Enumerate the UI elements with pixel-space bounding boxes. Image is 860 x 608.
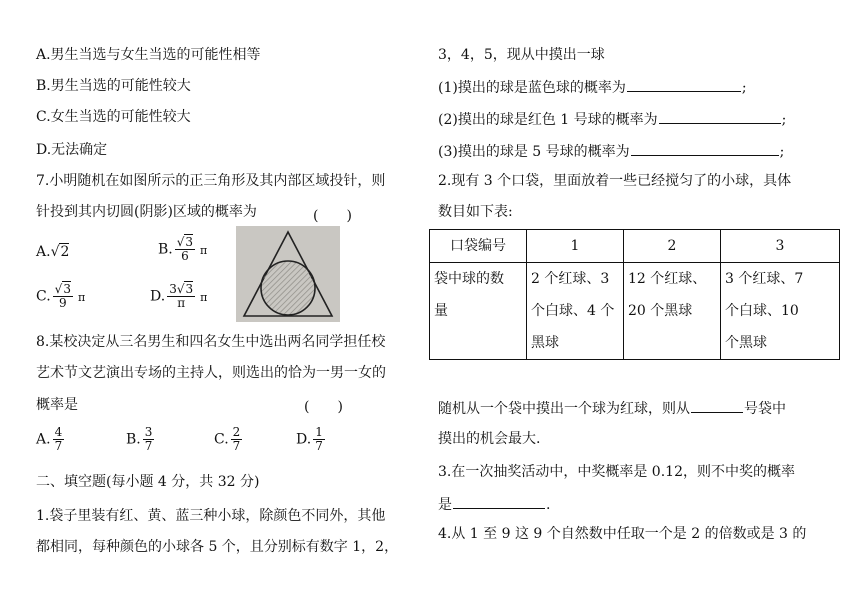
section-2-heading: 二、填空题(每小题 4 分，共 32 分) — [36, 474, 260, 490]
q8-answer-paren: ( ) — [304, 399, 343, 415]
fill3-text-line2: 是 . — [438, 494, 550, 514]
q8-text-line3: 概率是 — [36, 397, 78, 413]
q7-answer-paren: ( ) — [313, 208, 352, 224]
table-header-cell: 2 — [624, 230, 721, 263]
answer-blank[interactable] — [691, 398, 743, 413]
q8-text-line2: 艺术节文艺演出专场的主持人，则选出的恰为一男一女的 — [36, 365, 386, 381]
table-row-label: 袋中球的数 量 — [430, 263, 527, 360]
fill2-text-line4: 摸出的机会最大. — [438, 431, 541, 447]
incircle-shaded — [261, 261, 315, 315]
fill3-text-line1: 3.在一次抽奖活动中，中奖概率是 0.12，则不中奖的概率 — [438, 464, 795, 480]
answer-blank[interactable] — [453, 494, 545, 509]
table-header-cell: 1 — [527, 230, 624, 263]
q7-text-line1: 7.小明随机在如图所示的正三角形及其内部区域投针，则 — [36, 173, 386, 189]
q7-figure — [236, 226, 340, 322]
fill2-text-line1: 2.现有 3 个口袋，里面放着一些已经搅匀了的小球，具体 — [438, 173, 792, 189]
q6-option-a: A.男生当选与女生当选的可能性相等 — [36, 47, 261, 63]
fill2-text-line3: 随机从一个袋中摸出一个球为红球，则从 号袋中 — [438, 398, 786, 418]
table-header-cell: 口袋编号 — [430, 230, 527, 263]
fill1-part2: (2)摸出的球是红色 1 号球的概率为 ; — [438, 109, 786, 129]
fill2-text-line2: 数目如下表: — [438, 204, 513, 220]
q8-option-b: B. $\frac{3}{7}$ — [126, 425, 153, 453]
q7-option-c: C. $\frac{√3}{9}$ π — [36, 282, 86, 310]
fill1-text-line3: 3，4，5，现从中摸出一球 — [438, 47, 605, 63]
fill1-part3: (3)摸出的球是 5 号球的概率为 ; — [438, 141, 784, 161]
bag-contents-table — [429, 229, 840, 360]
q6-option-b: B.男生当选的可能性较大 — [36, 78, 191, 94]
triangle-incircle-diagram — [236, 226, 340, 322]
q8-option-d: D. $\frac{1}{7}$ — [296, 425, 323, 453]
table-cell-bag2: 12 个红球、 20 个黑球 — [624, 263, 721, 360]
table-cell-bag1: 2 个红球、3 个白球、4 个 黑球 — [527, 263, 624, 360]
table-header-row — [430, 230, 840, 263]
q7-text-line2: 针投到其内切圆(阴影)区域的概率为 — [36, 204, 257, 220]
q6-option-c: C.女生当选的可能性较大 — [36, 109, 191, 125]
fill4-text-line1: 4.从 1 至 9 这 9 个自然数中任取一个是 2 的倍数或是 3 的 — [438, 526, 807, 542]
q6-option-d: D.无法确定 — [36, 142, 108, 158]
table-header-cell: 3 — [721, 230, 840, 263]
table-cell-bag3: 3 个红球、7 个白球、10 个黑球 — [721, 263, 840, 360]
q7-option-d: D. $\frac{3√3}{\pi}$ π — [150, 282, 208, 310]
q7-option-a: A.√2 — [36, 244, 70, 260]
answer-blank[interactable] — [627, 77, 741, 92]
q8-option-c: C. $\frac{2}{7}$ — [214, 425, 241, 453]
fill1-text-line1: 1.袋子里装有红、黄、蓝三种小球，除颜色不同外，其他 — [36, 508, 386, 524]
fill1-part1: (1)摸出的球是蓝色球的概率为 ; — [438, 77, 747, 97]
answer-blank[interactable] — [631, 141, 779, 156]
q8-option-a: A. $\frac{4}{7}$ — [36, 425, 63, 453]
answer-blank[interactable] — [659, 109, 781, 124]
fill1-text-line2: 都相同，每种颜色的小球各 5 个，且分别标有数字 1，2， — [36, 539, 399, 555]
q7-option-b: B. $\frac{√3}{6}$ π — [158, 235, 208, 263]
table-row — [430, 263, 840, 360]
q8-text-line1: 8.某校决定从三名男生和四名女生中选出两名同学担任校 — [36, 334, 386, 350]
